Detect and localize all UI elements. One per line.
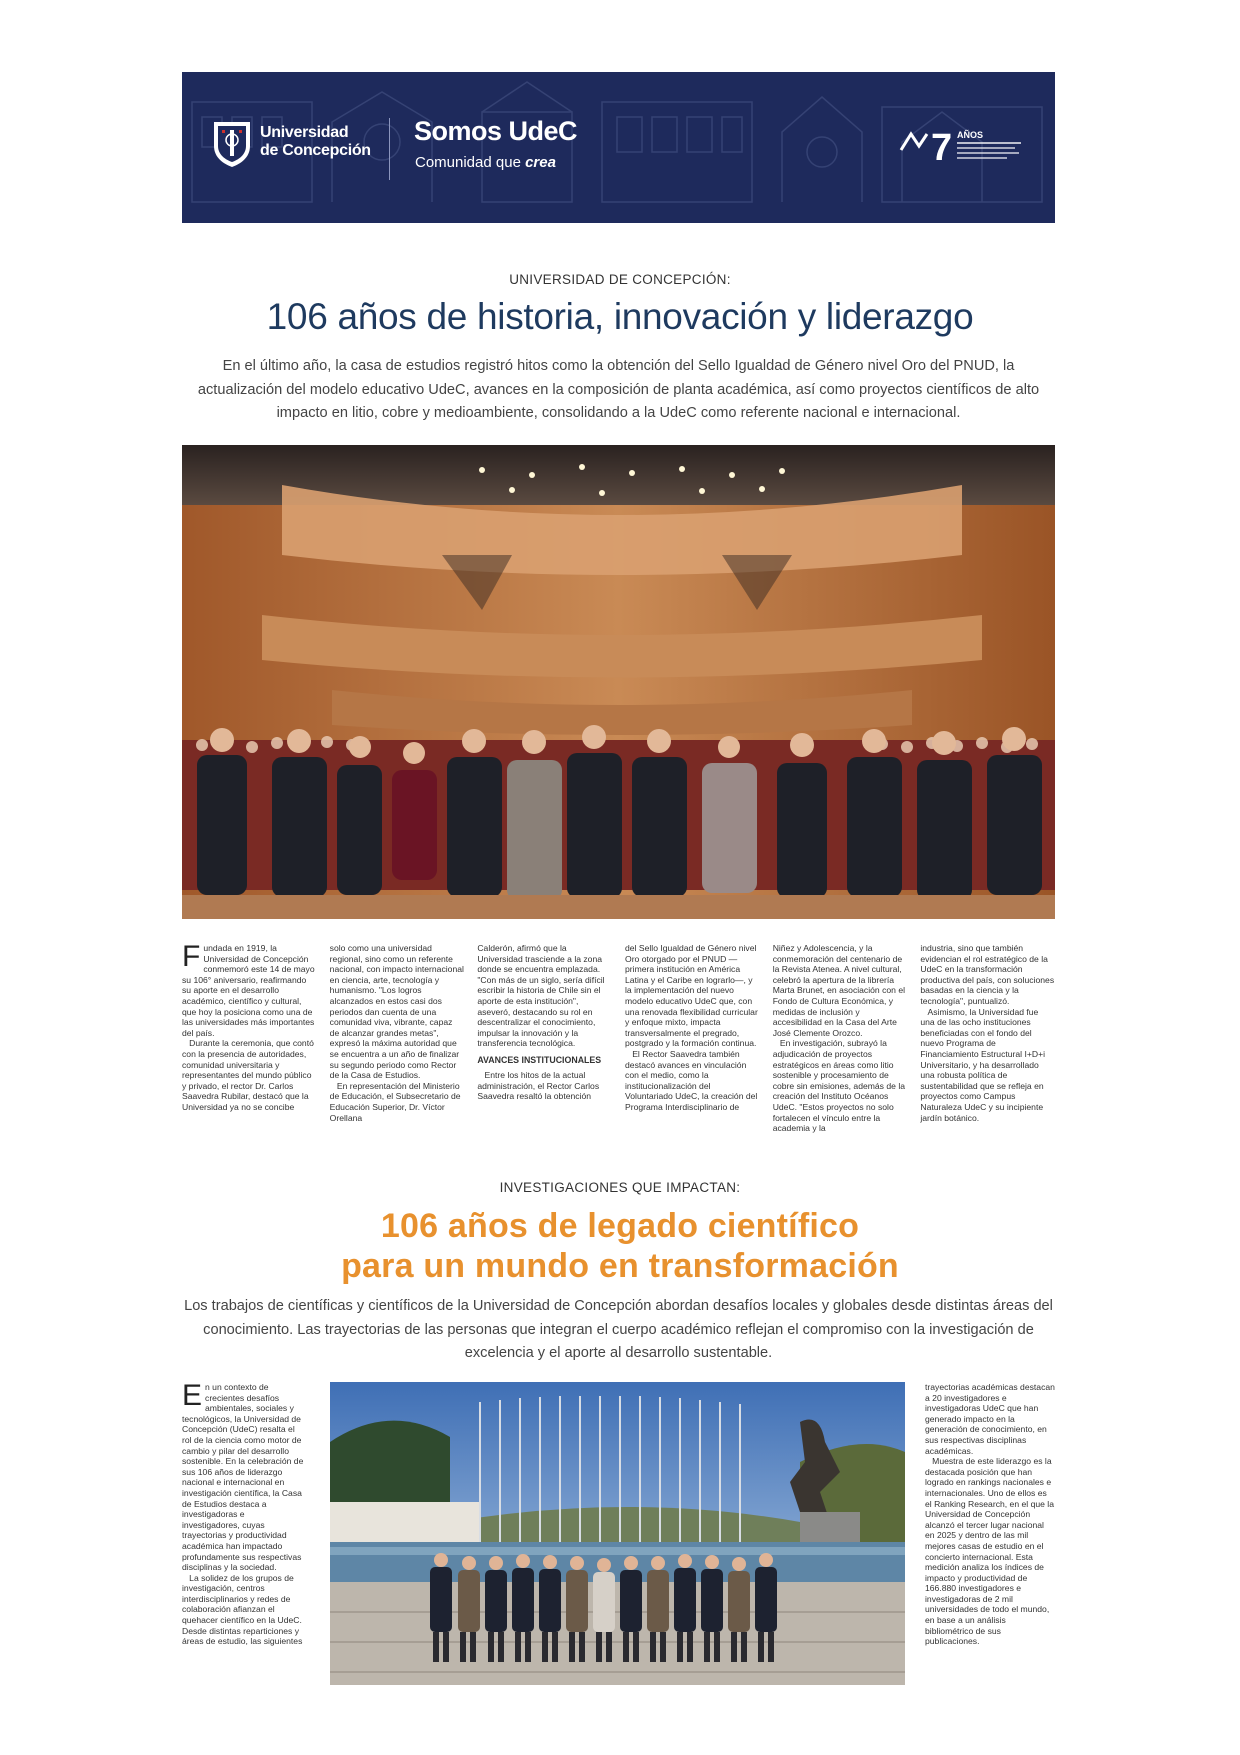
section2-kicker: INVESTIGACIONES QUE IMPACTAN: bbox=[499, 1180, 741, 1195]
column-text: En representación del Ministerio de Educación, el Subsecretario de Educación Superior, Dr. Víctor Orellana bbox=[329, 1080, 461, 1123]
dropcap: F bbox=[182, 943, 201, 973]
subheading: AVANCES INSTITUCIONALES bbox=[477, 1054, 602, 1065]
section2-title-line1: 106 años de legado científico bbox=[380, 1207, 860, 1245]
section1-column-1 bbox=[182, 943, 317, 1133]
accreditation-years: 7 bbox=[931, 127, 953, 166]
researchers-group-photo bbox=[330, 1382, 905, 1685]
column-text: undada en 1919, la Universidad de Concepción conmemoró este 14 de mayo su 106° aniversario, reafirmando su aporte en el desarrollo académico, científico y cultural, que hoy la posiciona como una de las universidades más importantes del país. bbox=[182, 943, 315, 1038]
university-shield-icon bbox=[212, 120, 252, 168]
university-name-line1: Universidad bbox=[260, 124, 349, 141]
column-text: En investigación, subrayó la adjudicación de proyectos estratégicos en áreas como litio sostenible y procesamiento de cobre sin emisiones, además de la creación del Instituto Océanos UdeC. "Estos proyectos no solo fortalecen el vínculo entre la academia y la bbox=[772, 1038, 906, 1133]
section1-title: 106 años de historia, innovación y liderazgo bbox=[266, 296, 974, 337]
tagline-bold: crea bbox=[525, 154, 556, 171]
campaign-title: Somos UdeC bbox=[414, 116, 578, 146]
section1-kicker: UNIVERSIDAD DE CONCEPCIÓN: bbox=[509, 272, 731, 287]
section2-title-line2: para un mundo en transformación bbox=[341, 1247, 899, 1285]
column-text: Muestra de este liderazgo es la destacada posición que han logrado en rankings nacionales e internacionales. Uno de ellos es el Ranking Research, en el que la Universidad de Concepción alcanzó el tercer lugar nacional en 2025 y dentro de las mil mejores casas de estudio en el concierto internacional. Esta medición analiza los índices de impacto y productividad de 166.880 investigadores e investigadoras de 2 mil universidades de todo el mundo, en base a un análisis bibliométrico de sus publicaciones. bbox=[925, 1456, 1054, 1647]
university-name bbox=[260, 124, 371, 160]
section1-column-5 bbox=[773, 943, 908, 1133]
banner-divider bbox=[389, 118, 390, 180]
section2-lead: Los trabajos de científicas y científicos de la Universidad de Concepción abordan desafíos locales y globales desde distintas áreas del conocimiento. Las trayectorias de las personas que integran el cuerpo académico reflejan el compromiso con la investigación de excelencia y el aporte al desarrollo sustentable. bbox=[184, 1298, 1053, 1361]
column-text: trayectorias académicas destacan a 20 investigadores e investigadoras UdeC que han generado impacto en la generación de conocimiento, en sus respectivas disciplinas académicas. bbox=[925, 1382, 1055, 1456]
accreditation-label: AÑOS bbox=[957, 130, 984, 140]
ceremony-photo bbox=[182, 445, 1055, 919]
column-text: n un contexto de crecientes desafíos ambientales, sociales y tecnológicos, la Universidad de Concepción (UdeC) resalta el rol de la ciencia como motor de cambio y pilar del desarrollo sostenible. En la celebración de sus 106 años de liderazgo nacional e internacional en investigación científica, la Casa de Estudios destaca a investigadoras e investigadores, cuyas trayectorias y productividad académica han impactado profundamente sus respectivas disciplinas y la sociedad. bbox=[182, 1382, 304, 1573]
dropcap: E bbox=[182, 1382, 203, 1412]
column-text: La solidez de los grupos de investigación, centros interdisciplinarios y redes de colaboración afianzan el quehacer científico en la UdeC. Desde distintas reparticiones y áreas de estudio, las siguientes bbox=[182, 1572, 303, 1647]
column-text: del Sello Igualdad de Género nivel Oro otorgado por el PNUD —primera institución en América Latina y el Caribe en lograrlo—, y la implementación del nuevo modelo educativo UdeC que, con una renovada flexibilidad curricular y enfoque mixto, impacta transversalmente el pregrado, postgrado y la formación continua. bbox=[625, 943, 758, 1049]
column-text: solo como una universidad regional, sino como un referente nacional, con impacto internacional en ciencia, arte, tecnología y humanismo. "Los logros alcanzados en estos casi dos periodos dan cuenta de una comunidad viva, vibrante, capaz de alcanzar grandes metas", expresó la máxima autoridad que se encuentra a un año de finalizar su segundo periodo como Rector de la Casa de Estudios. bbox=[329, 943, 464, 1081]
column-text: Niñez y Adolescencia, y la conmemoración del centenario de la Revista Atenea. A nivel cultural, celebró la apertura de la librería Marta Brunet, en asociación con el Fondo de Cultura Económica, y medidas de inclusión y accesibilidad en la Casa del Arte José Clemente Orozco. bbox=[772, 943, 906, 1038]
column-text: Asimismo, la Universidad fue una de las ocho instituciones beneficiadas con el fondo del nuevo Programa de Financiamiento Estructural I+D+i Universitario, y ha desarrollado una robusta política de sustentabilidad que se refleja en proyectos como Campus Naturaleza UdeC y su incipiente jardín botánico. bbox=[920, 1006, 1046, 1123]
column-text: Entre los hitos de la actual administración, el Rector Carlos Saavedra resaltó la obtención bbox=[477, 1069, 600, 1102]
section2-column-right bbox=[925, 1382, 1055, 1672]
campaign-tagline bbox=[415, 154, 556, 171]
section1-columns bbox=[182, 943, 1055, 1133]
column-text: Durante la ceremonia, que contó con la presencia de autoridades, comunidad universitaria y representantes del mundo público y privado, el rector Dr. Carlos Saavedra Rubilar, destacó que la Universidad ya no se concibe bbox=[182, 1038, 314, 1112]
section2-title bbox=[0, 1206, 1240, 1286]
section1-column-2 bbox=[330, 943, 465, 1133]
section1-column-3 bbox=[477, 943, 612, 1133]
university-name-line2: de Concepción bbox=[260, 142, 371, 159]
column-text: Calderón, afirmó que la Universidad trasciende a la zona donde se encuentra emplazada. "Con más de un siglo, sería difícil escribir la historia de Chile sin el aporte de esta institución", aseveró, destacando su rol en descentralizar el conocimiento, impulsar la innovación y la transferencia tecnológica. bbox=[477, 943, 605, 1049]
section1-lead: En el último año, la casa de estudios registró hitos como la obtención del Sello Igualdad de Género nivel Oro del PNUD, la actualización del modelo educativo UdeC, avances en la composición de planta académica, así como proyectos científicos de alto impacto en litio, cobre y medioambiente, consolidando a la UdeC como referente nacional e internacional. bbox=[197, 358, 1040, 421]
header-banner bbox=[182, 72, 1055, 223]
column-text: El Rector Saavedra también destacó avances en vinculación con el medio, como la institucionalización del Voluntariado UdeC, la creación del Programa Interdisciplinario de bbox=[625, 1048, 758, 1112]
accreditation-logo bbox=[897, 124, 1027, 166]
column-text: industria, sino que también evidencian el rol estratégico de la UdeC en la transformación productiva del país, con soluciones basadas en la ciencia y la tecnología", puntualizó. bbox=[920, 943, 1055, 1006]
section1-column-4 bbox=[625, 943, 760, 1133]
tagline-text: Comunidad que bbox=[415, 154, 521, 171]
section2-column-left bbox=[182, 1382, 304, 1672]
section1-column-6 bbox=[920, 943, 1055, 1133]
